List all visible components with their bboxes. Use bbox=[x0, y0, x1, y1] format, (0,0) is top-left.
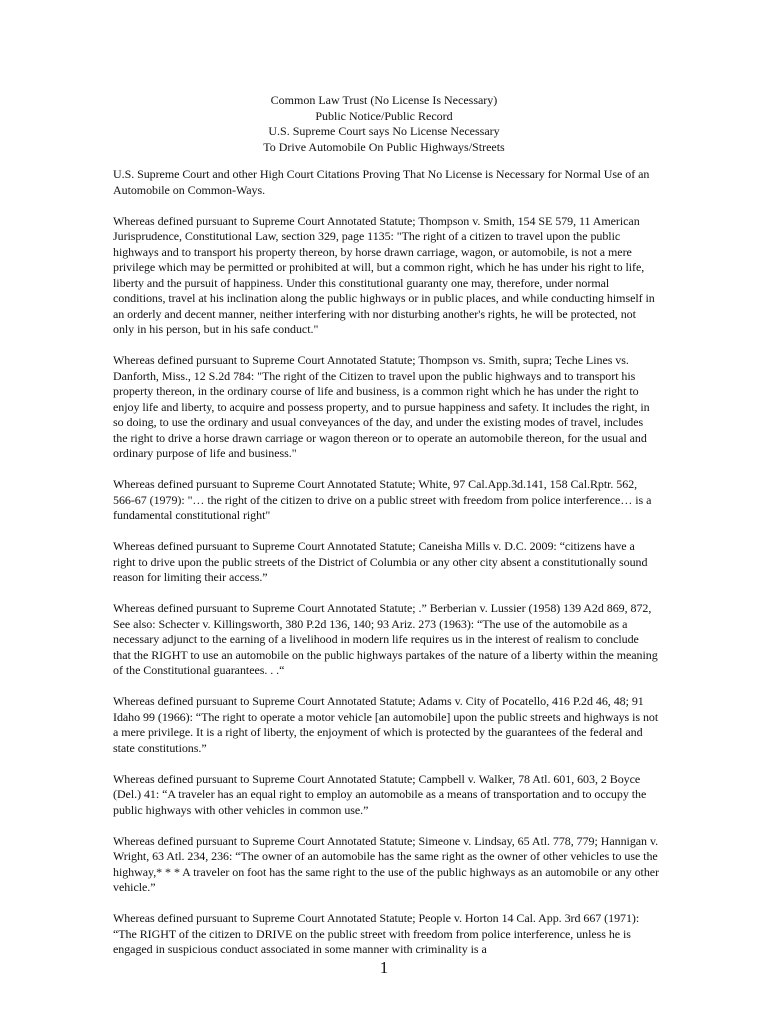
paragraph-campbell: Whereas defined pursuant to Supreme Court Annotated Statute; Campbell v. Walker, 78 Atl. 601, 603, 2 Boyce (Del.) 41: “A traveler has an equal right to employ an automobile as a means of transportation and to occupy the public highways with other vehicles in common use.” bbox=[113, 771, 647, 817]
document-header bbox=[0, 93, 768, 155]
paragraph-caneisha-mills: Whereas defined pursuant to Supreme Court Annotated Statute; Caneisha Mills v. D.C. 2009: “citizens have a right to drive upon the public streets of the District of Columbia or any other city absent a constitutionally sound reason for limiting their access.” bbox=[113, 539, 648, 584]
paragraph-intro: U.S. Supreme Court and other High Court Citations Proving That No License is Necessary for Normal Use of an Automobile on Common-Ways. bbox=[113, 167, 650, 197]
page-number: 1 bbox=[379, 958, 389, 977]
header-line-3: U.S. Supreme Court says No License Necessary bbox=[268, 124, 500, 138]
document-body bbox=[113, 167, 659, 973]
paragraph-berberian: Whereas defined pursuant to Supreme Court Annotated Statute; .” Berberian v. Lussier (1958) 139 A2d 869, 872, See also: Schecter v. Killingsworth, 380 P.2d 136, 140; 93 Ariz. 273 (1963): “The use of the automobile as a necessary adjunct to the earning of a livelihood in modern life requires us in the interest of realism to conclude that the RIGHT to use an automobile on the public highways partakes of the nature of a liberty within the meaning of the Constitutional guarantees. . .“ bbox=[113, 601, 658, 677]
paragraph-white: Whereas defined pursuant to Supreme Court Annotated Statute; White, 97 Cal.App.3d.141, 158 Cal.Rptr. 562, 566-67 (1979): "… the right of the citizen to drive on a public street with freedom from police interference… is a fundamental constitutional right" bbox=[113, 477, 652, 522]
paragraph-people-v-horton: Whereas defined pursuant to Supreme Court Annotated Statute; People v. Horton 14 Cal. App. 3rd 667 (1971): “The RIGHT of the citizen to DRIVE on the public street with freedom from police interference, unless he is engaged in suspicious conduct associated in some manner with criminality is a bbox=[113, 911, 640, 956]
header-line-1: Common Law Trust (No License Is Necessary) bbox=[270, 93, 498, 107]
paragraph-simeone: Whereas defined pursuant to Supreme Court Annotated Statute; Simeone v. Lindsay, 65 Atl. 778, 779; Hannigan v. Wright, 63 Atl. 234, 236: “The owner of an automobile has the same right as the owner of other vehicles to use the highway,* * * A traveler on foot has the same right to the use of the public highways as an automobile or any other vehicle.” bbox=[113, 833, 660, 894]
header-line-4: To Drive Automobile On Public Highways/Streets bbox=[263, 139, 505, 154]
paragraph-thompson-v-smith: Whereas defined pursuant to Supreme Court Annotated Statute; Thompson v. Smith, 154 SE 579, 11 American Jurisprudence, Constitutional Law, section 329, page 1135: "The right of a citizen to travel upon the public highways and to transport his property thereon, by horse drawn carriage, wagon, or automobile, is not a mere privilege which may be permitted or prohibited at will, but a common right, which he has under his right to life, liberty and the pursuit of happiness. Under this constitutional guaranty one may, therefore, under normal conditions, travel at his inclination along the public highways or in public places, and while conducting himself in an orderly and decent manner, neither interfering with nor disturbing another's rights, he will be protected, not only in his person, but in his safe conduct." bbox=[113, 213, 655, 336]
header-line-2: Public Notice/Public Record bbox=[315, 108, 453, 123]
paragraph-teche-lines: Whereas defined pursuant to Supreme Court Annotated Statute; Thompson vs. Smith, supra; Teche Lines vs. Danforth, Miss., 12 S.2d 784: "The right of the Citizen to travel upon the public highways and to transport his property thereon, in the ordinary course of life and business, is a common right which he has under the right to enjoy life and liberty, to acquire and possess property, and to pursue happiness and safety. It includes the right, in so doing, to use the ordinary and usual conveyances of the day, and under the existing modes of travel, includes the right to drive a horse drawn carriage or wagon thereon or to operate an automobile thereon, for the usual and ordinary purpose of life and business." bbox=[113, 353, 650, 460]
paragraph-adams: Whereas defined pursuant to Supreme Court Annotated Statute; Adams v. City of Pocatello, 416 P.2d 46, 48; 91 Idaho 99 (1966): “The right to operate a motor vehicle [an automobile] upon the public streets and highways is not a mere privilege. It is a right of liberty, the enjoyment of which is protected by the guarantees of the federal and state constitutions.” bbox=[113, 694, 659, 755]
